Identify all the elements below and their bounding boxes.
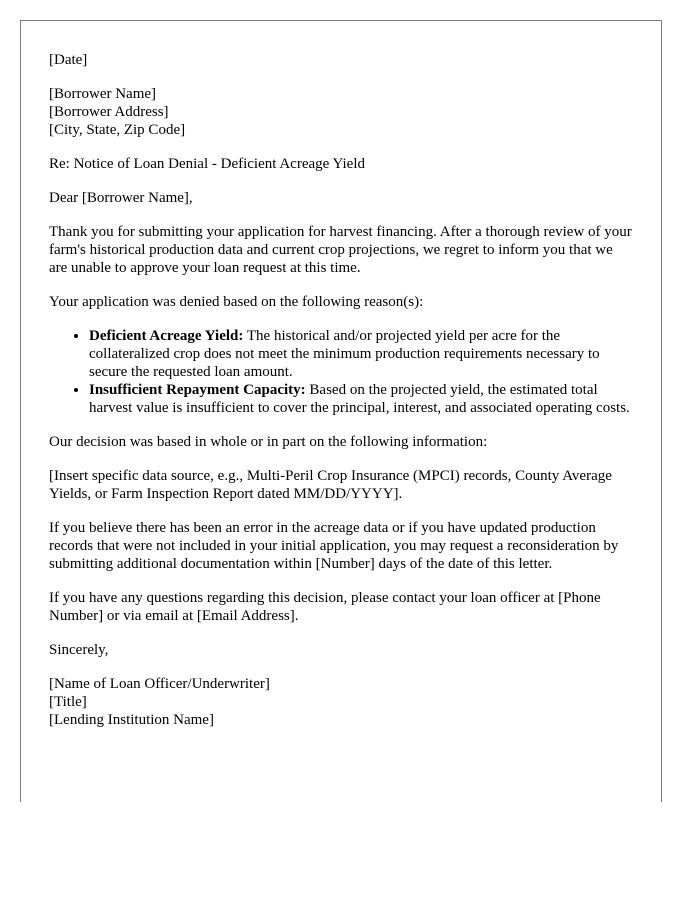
signature-name: [Name of Loan Officer/Underwriter] (49, 676, 270, 692)
recipient-city-state-zip: [City, State, Zip Code] (49, 122, 186, 138)
recipient-address-block (49, 85, 633, 139)
information-source: [Insert specific data source, e.g., Multi-Peril Crop Insurance (MPCI) records, County Average Yields, or Farm Inspection Report dated MM/DD/YYYY]. (49, 468, 612, 502)
reason-title: Deficient Acreage Yield: (89, 328, 244, 344)
reason-title: Insufficient Repayment Capacity: (89, 382, 306, 398)
letter-date: [Date] (49, 52, 88, 68)
date-block (49, 51, 633, 69)
letter-page (20, 20, 662, 802)
intro-paragraph: Thank you for submitting your application for harvest financing. After a thorough review of your farm's historical production data and current crop projections, we regret to inform you that we are unable to approve your loan request at this time. (49, 224, 632, 276)
reason-text: Based on the projected yield, the estimated total harvest value is insufficient to cover the principal, interest, and associated operating costs. (89, 382, 630, 416)
reasons-intro: Your application was denied based on the following reason(s): (49, 294, 424, 310)
reasons-list (49, 327, 633, 417)
signature-block (49, 675, 633, 729)
list-item (89, 327, 633, 381)
reconsideration-paragraph: If you believe there has been an error in the acreage data or if you have updated production records that were not included in your initial application, you may request a reconsideration by submitting additional documentation within [Number] days of the date of this letter. (49, 520, 619, 572)
salutation: Dear [Borrower Name], (49, 190, 193, 206)
list-item (89, 381, 633, 417)
recipient-address: [Borrower Address] (49, 104, 169, 120)
contact-paragraph: If you have any questions regarding this decision, please contact your loan officer at [Phone Number] or via email at [Email Address]. (49, 590, 601, 624)
subject-line: Re: Notice of Loan Denial - Deficient Acreage Yield (49, 156, 365, 172)
reason-text: The historical and/or projected yield per acre for the collateralized crop does not meet the minimum production requirements necessary to secure the requested loan amount. (89, 328, 600, 380)
signature-institution: [Lending Institution Name] (49, 712, 214, 728)
recipient-name: [Borrower Name] (49, 86, 157, 102)
signature-title: [Title] (49, 694, 87, 710)
information-intro: Our decision was based in whole or in part on the following information: (49, 434, 488, 450)
closing: Sincerely, (49, 642, 109, 658)
